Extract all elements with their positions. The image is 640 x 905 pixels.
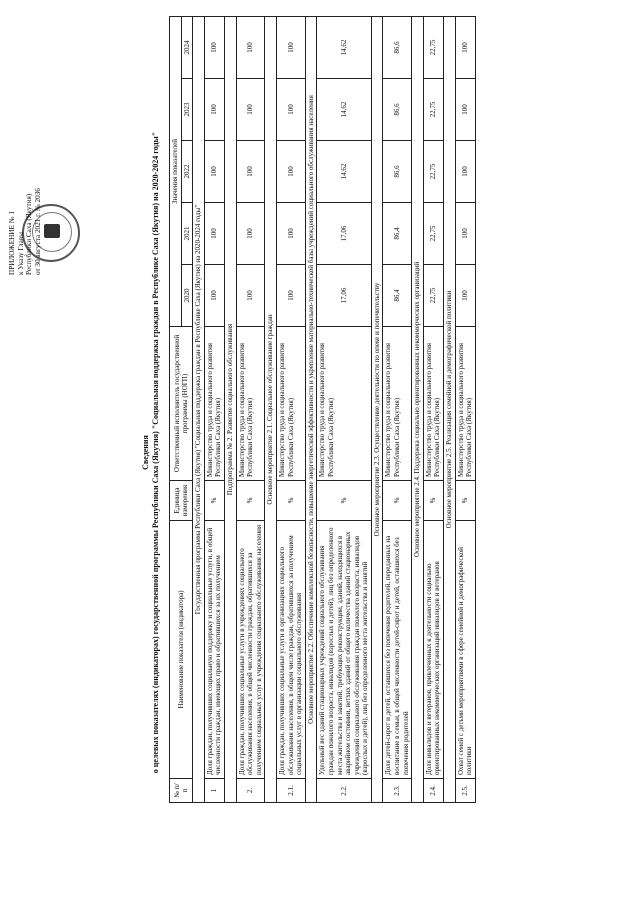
value-cell: 22,75 [423,17,443,79]
header-year: 2021 [181,203,193,265]
value-cell: 86,4 [383,203,412,265]
indicator-executor: Министерство труда и социального развития Республики Саха (Якутия) [455,327,475,481]
value-cell: 100 [455,141,475,203]
section-row [193,17,205,803]
value-cell: 100 [455,79,475,141]
indicator-unit: % [455,481,475,521]
value-cell: 100 [276,17,305,79]
indicator-name: Доля граждан, получивших социальные услуги в учреждениях социального обслуживания населения, в общей численности граждан, обратившихся за получением социальных услуг в учреждения социального обслуживания населения [236,521,265,779]
appendix-line: к Указу Главы [16,231,25,275]
header-num: № п/п [170,779,193,803]
value-cell: 14,62 [317,17,372,79]
indicator-unit: % [317,481,372,521]
section-title: Подпрограмма № 2. Развитие социального обслуживания [224,17,236,803]
table-row [455,17,475,803]
indicator-executor: Министерство труда и социального развития Республики Саха (Якутия) [383,327,412,481]
indicator-unit: % [204,481,224,521]
value-cell: 100 [455,17,475,79]
value-cell: 100 [276,265,305,327]
section-row [305,17,317,803]
value-cell: 100 [276,203,305,265]
row-number: 2.4. [423,779,443,803]
table-row [317,17,372,803]
row-number: 2.2. [317,779,372,803]
header-year: 2024 [181,17,193,79]
value-cell: 100 [455,203,475,265]
table-row [423,17,443,803]
indicator-name: Доля детей-сирот и детей, оставшихся без попечения родителей, переданных на воспитание в семьи, в общей численности детей-сирот и детей, оставшихся без попечения родителей [383,521,412,779]
section-title: Основное мероприятие 2.5. Реализация семейной и демографической политики [444,17,456,803]
indicators-table [169,16,476,803]
section-row [371,17,383,803]
value-cell: 100 [204,79,224,141]
section-row [412,17,424,803]
indicator-unit: % [423,481,443,521]
indicator-unit: % [383,481,412,521]
header-year: 2020 [181,265,193,327]
indicator-executor: Министерство труда и социального развития Республики Саха (Якутия) [276,327,305,481]
value-cell: 86,6 [383,141,412,203]
table-row [204,17,224,803]
value-cell: 22,75 [423,203,443,265]
value-cell: 100 [455,265,475,327]
value-cell: 14,62 [317,141,372,203]
value-cell: 22,75 [423,141,443,203]
indicator-name: Охват семей с детьми мероприятиями в сфере семейной и демографической политики [455,521,475,779]
row-number: 2.5. [455,779,475,803]
indicator-name: Доля граждан, получивших социальную поддержку и социальные услуги, в общей численности граждан, имеющих право и обратившихся за их получением [204,521,224,779]
indicator-name: Доля инвалидов и ветеранов, привлеченных к деятельности социально ориентированных некоммерческих организаций инвалидов и ветеранов [423,521,443,779]
section-row [224,17,236,803]
document-subtitle: о целевых показателях (индикаторах) государственной программы Республики Саха (Якутия) "Социальная поддержка граждан в Республике Саха (Якутия) на 2020-2024 годы" [151,131,160,774]
value-cell: 100 [236,17,265,79]
header-year: 2023 [181,79,193,141]
row-number: 2.3. [383,779,412,803]
row-number: 2. [236,779,265,803]
indicator-unit: % [236,481,265,521]
value-cell: 22,75 [423,79,443,141]
value-cell: 100 [236,141,265,203]
header-unit: Единица измерения [170,481,193,521]
value-cell: 22,75 [423,265,443,327]
value-cell: 100 [276,79,305,141]
value-cell: 100 [204,17,224,79]
value-cell: 86,6 [383,79,412,141]
header-values: Значения показателей [170,17,182,327]
section-title: Основное мероприятие 2.4. Поддержка социально ориентированных некоммерческих организаций [412,17,424,803]
indicator-executor: Министерство труда и социального развития Республики Саха (Якутия) [236,327,265,481]
section-title: Государственная программа Республики Саха (Якутия) "Социальная поддержка граждан в Республике Саха (Якутия) на 2020-2024 годы" [193,17,205,803]
appendix-line: Республики Саха (Якутия) [25,193,34,275]
value-cell: 100 [276,141,305,203]
section-title: Основное мероприятие 2.3. Осуществление деятельности по опеке и попечительству [371,17,383,803]
header-executor: Ответственный исполнитель государственной программы (НОГП) [170,327,193,481]
row-number: 2.1. [276,779,305,803]
value-cell: 100 [204,141,224,203]
value-cell: 100 [204,203,224,265]
value-cell: 100 [204,265,224,327]
value-cell: 14,62 [317,79,372,141]
value-cell: 86,4 [383,265,412,327]
section-row [444,17,456,803]
section-row [265,17,277,803]
header-year: 2022 [181,141,193,203]
indicator-executor: Министерство труда и социального развития Республики Саха (Якутия) [204,327,224,481]
value-cell: 17,06 [317,265,372,327]
document-title: Сведения [141,435,150,470]
appendix-line: ПРИЛОЖЕНИЕ № 1 [8,211,16,275]
header-name: Наименование показателя (индикатора) [170,521,193,779]
table-row [383,17,412,803]
row-number: 1 [204,779,224,803]
appendix-line: от 30 августа 2021 г. № 2036 [33,188,42,275]
value-cell: 86,6 [383,17,412,79]
indicator-unit: % [276,481,305,521]
value-cell: 100 [236,203,265,265]
indicator-name: Доля граждан, получивших социальные услуги в организациях социального обслуживания населения, в общем числе граждан, обратившихся за получением социальных услуг в организации социального обслуживания [276,521,305,779]
value-cell: 100 [236,79,265,141]
section-title: Основное мероприятие 2.2. Обеспечение комплексной безопасности, повышение энергетической эффективности и укрепление материально-технической базы учреждений социального обслуживания населения [305,17,317,803]
value-cell: 17,06 [317,203,372,265]
appendix-block [8,35,42,275]
indicator-executor: Министерство труда и социального развития Республики Саха (Якутия) [423,327,443,481]
indicator-name: Удельный вес зданий стационарных учреждений социального обслуживания граждан пожилого возраста, инвалидов (взрослых и детей), лиц без определенного места жительства и занятий, требующих реконструкции, зданий, находящихся в аварийном состоянии, ветхих зданий от общего количества зданий стационарных учреждений социального обслуживания граждан пожилого возраста, инвалидов (взрослых и детей), лиц без определенного места жительства и занятий [317,521,372,779]
value-cell: 100 [236,265,265,327]
table-row [236,17,265,803]
indicator-executor: Министерство труда и социального развития Республики Саха (Якутия) [317,327,372,481]
section-title: Основное мероприятие 2.1. Социальное обслуживание граждан [265,17,277,803]
table-row [276,17,305,803]
